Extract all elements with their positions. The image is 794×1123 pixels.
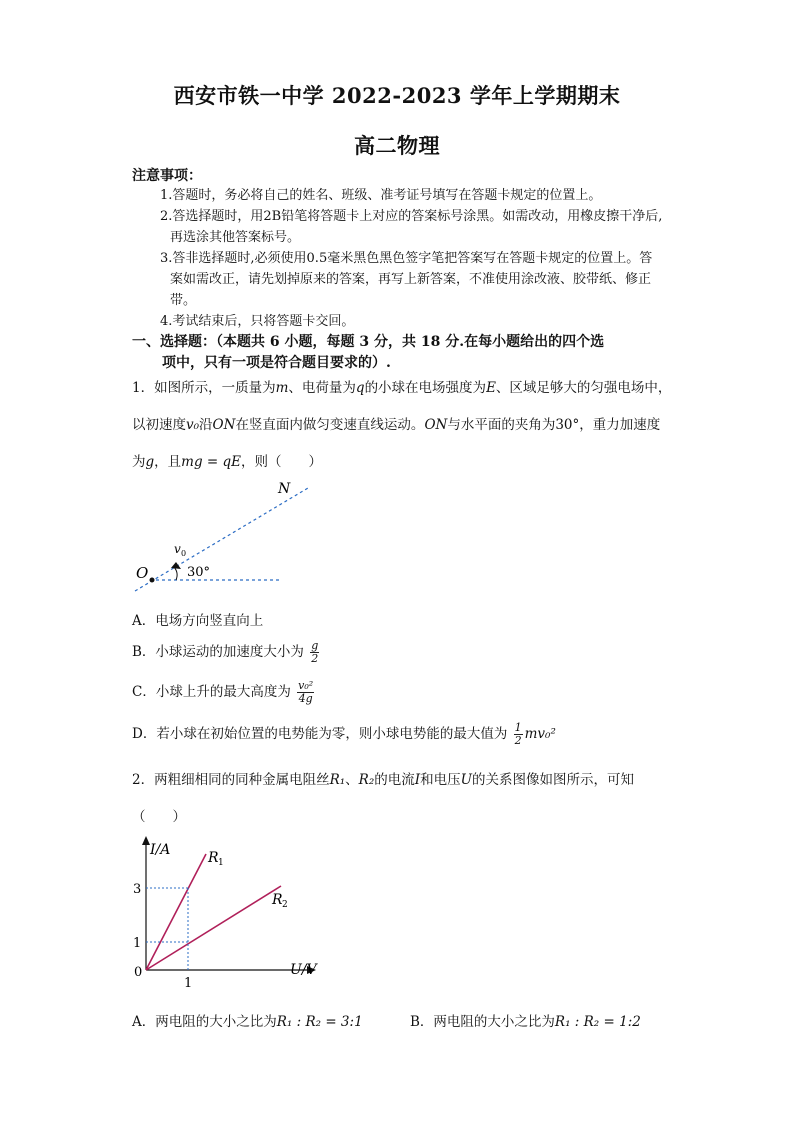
label-v0: v xyxy=(174,542,181,556)
y-axis-label: I/A xyxy=(150,842,171,858)
tick-label-y1: 1 xyxy=(133,936,142,951)
label-angle: 30° xyxy=(187,565,211,580)
label-r1-sub: 1 xyxy=(218,858,224,868)
q1-option-b: B．小球运动的加速度大小为 $\frac{g}{2}$ xyxy=(132,639,319,665)
question-2-graph xyxy=(126,832,336,992)
notice-item: 2.答选择题时，用2B铅笔将答题卡上对应的答案标号涂黑。如需改动，用橡皮擦干净后,再选涂其他答案标号。 xyxy=(160,209,663,245)
y-axis-arrow xyxy=(142,836,150,845)
notice-heading: 注意事项： xyxy=(132,168,202,184)
question-2-stem: 2．两粗细相同的同种金属电阻丝R₁、R₂的电流I和电压U的关系图像如图所示，可知 （ ） xyxy=(132,772,634,825)
x-axis-label: U/V xyxy=(290,962,317,978)
line-on xyxy=(135,488,308,591)
q1-option-c: C．小球上升的最大高度为 $\frac{\text{v₀²}}{4g}$ xyxy=(132,679,314,705)
question-1-figure xyxy=(130,478,320,598)
q2-option-b: B．两电阻的大小之比为R₁ : R₂ = 1:2 xyxy=(410,1014,641,1030)
exam-subject: 高二物理 xyxy=(354,133,440,158)
section-heading-line1: 一、选择题：（本题共 6 小题，每题 3 分，共 18 分.在每小题给出的四个选 xyxy=(132,334,605,350)
exam-title: 西安市铁一中学 2022-2023 学年上学期期末 xyxy=(173,83,621,108)
label-n: N xyxy=(278,481,291,497)
notice-list xyxy=(160,185,665,332)
notice-item: 1.答题时，务必将自己的姓名、班级、准考证号填写在答题卡规定的位置上。 xyxy=(160,188,602,203)
label-r2: R xyxy=(272,892,283,908)
origin-label: 0 xyxy=(134,965,143,980)
point-o xyxy=(150,578,155,583)
angle-arc xyxy=(174,567,177,580)
line-r2 xyxy=(146,886,281,970)
q1-option-d: D．若小球在初始位置的电势能为零，则小球电势能的最大值为 $\frac{1}{2}$ mv₀² xyxy=(132,721,556,747)
tick-label-y3: 3 xyxy=(133,882,142,897)
q1-option-a: A．电场方向竖直向上 xyxy=(132,613,264,629)
label-o: O xyxy=(136,564,149,582)
section-heading-line2: 项中，只有一项是符合题目要求的）. xyxy=(162,355,391,371)
q2-option-a: A．两电阻的大小之比为R₁ : R₂ = 3:1 xyxy=(132,1014,363,1030)
line-r1 xyxy=(146,854,206,970)
label-r2-sub: 2 xyxy=(282,900,288,910)
notice-item: 4.考试结束后，只将答题卡交回。 xyxy=(160,314,355,329)
notice-item: 3.答非选择题时,必须使用0.5毫米黑色黑色签字笔把答案写在答题卡规定的位置上。答案如需改正，请先划掉原来的答案，再写上新答案，不准使用涂改液、胶带纸、修正带。 xyxy=(160,251,653,308)
label-r1: R xyxy=(208,850,219,866)
question-1-stem: 1．如图所示，一质量为m、电荷量为q的小球在电场强度为E、区域足够大的匀强电场中，以初速度v₀沿ON在竖直面内做匀变速直线运动。ON与水平面的夹角为30°，重力加速度为g，且mg = qE，则（ ） xyxy=(132,380,672,470)
tick-label-x1: 1 xyxy=(184,976,193,991)
section-heading xyxy=(132,332,672,374)
label-v0-sub: 0 xyxy=(181,549,187,558)
velocity-arrow xyxy=(171,562,181,569)
